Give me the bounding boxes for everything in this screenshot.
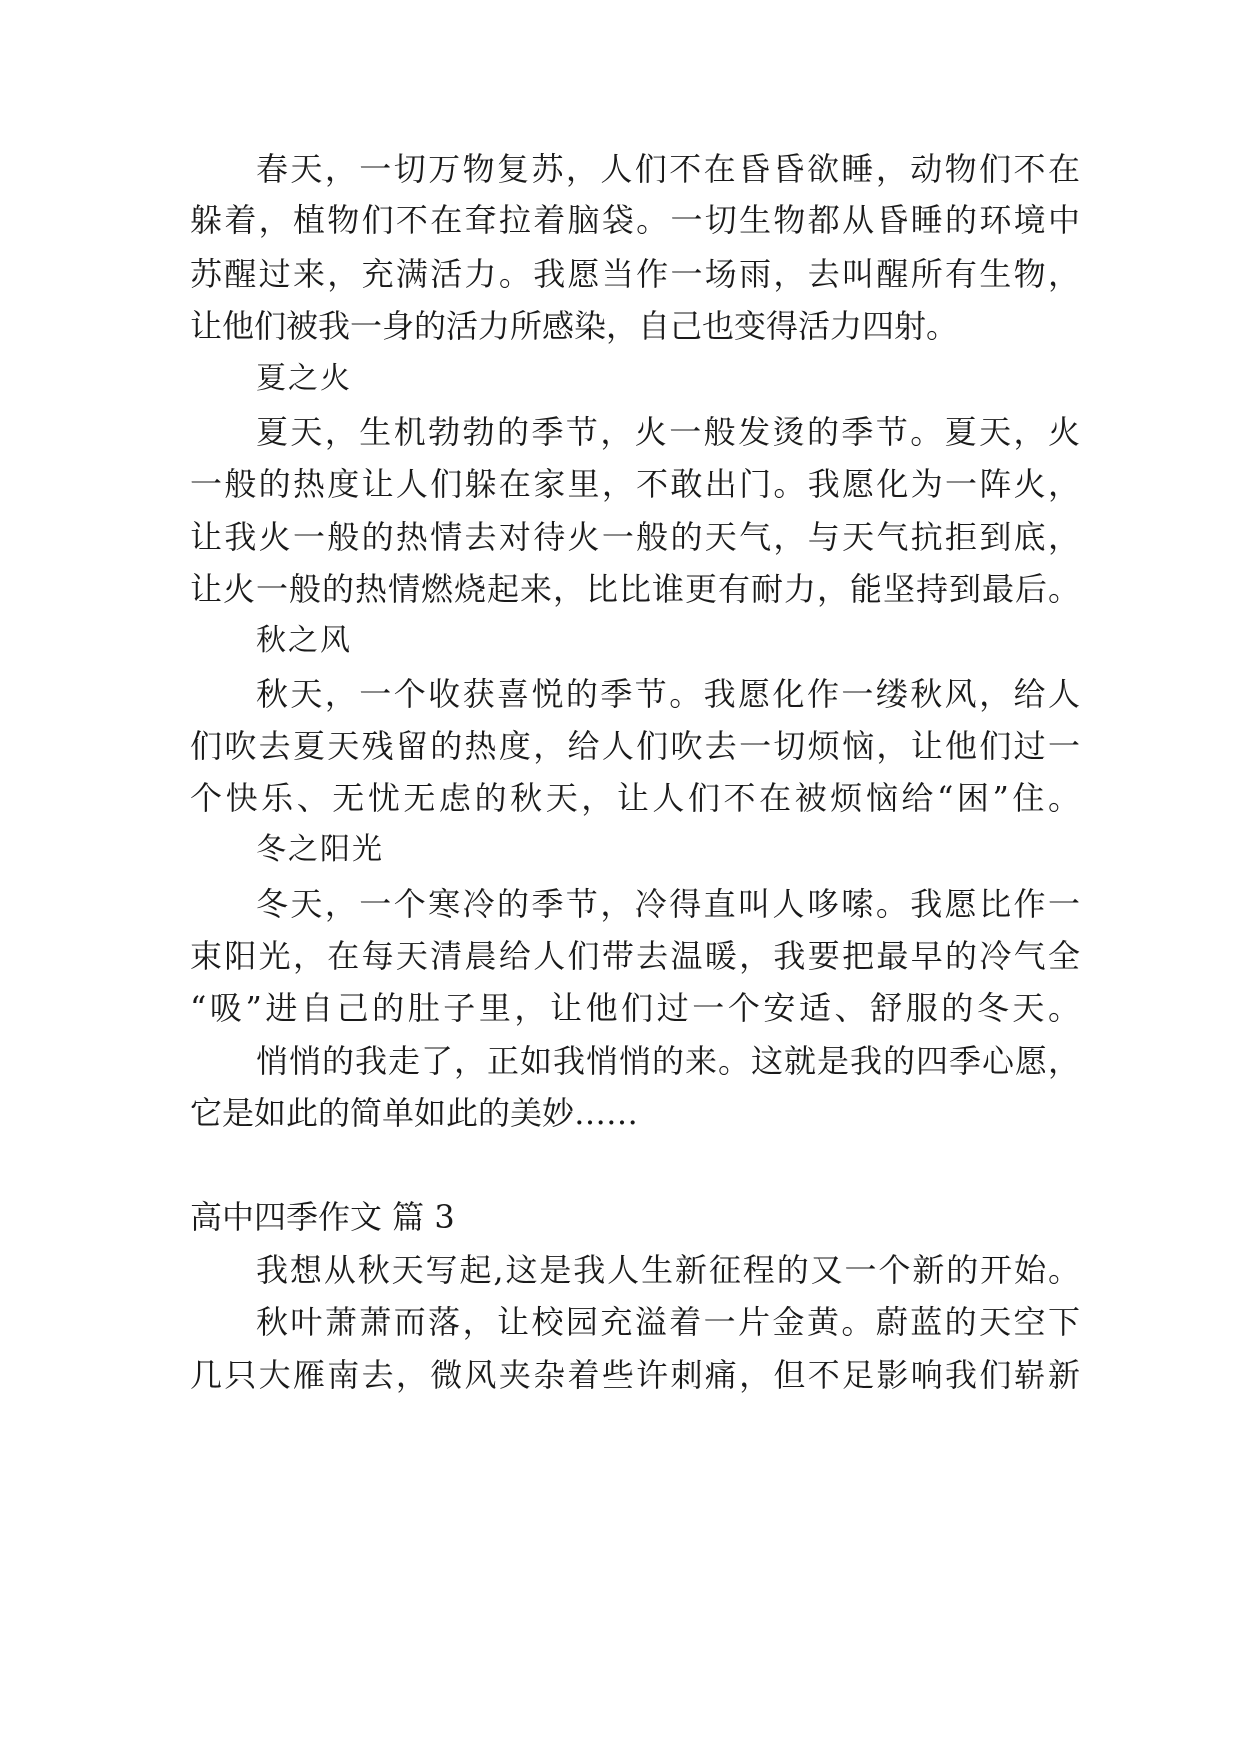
text-line: 一般的热度让人们躲在家里，不敢出门。我愿化为一阵火， [190, 465, 1080, 503]
article-title: 高中四季作文 篇 3 [190, 1198, 455, 1236]
text-line: 秋天，一个收获喜悦的季节。我愿化作一缕秋风，给人 [256, 675, 1080, 713]
text-line: 个快乐、无忧无虑的秋天，让人们不在被烦恼给“困”住。 [190, 779, 1080, 817]
text-line: 我想从秋天写起,这是我人生新征程的又一个新的开始。 [256, 1251, 1080, 1289]
text-line: 躲着，植物们不在耷拉着脑袋。一切生物都从昏睡的环境中 [190, 201, 1080, 239]
text-line: 苏醒过来，充满活力。我愿当作一场雨，去叫醒所有生物， [190, 255, 1080, 293]
text-line: 束阳光，在每天清晨给人们带去温暖，我要把最早的冷气全 [190, 937, 1080, 975]
text-line: 冬天，一个寒冷的季节，冷得直叫人哆嗦。我愿比作一 [256, 885, 1080, 923]
section-heading: 夏之火 [256, 361, 352, 396]
text-line: 秋叶萧萧而落，让校园充溢着一片金黄。蔚蓝的天空下 [256, 1303, 1080, 1341]
text-line: 让他们被我一身的活力所感染，自己也变得活力四射。 [190, 307, 959, 345]
text-line: 夏天，生机勃勃的季节，火一般发烫的季节。夏天，火 [256, 413, 1080, 451]
section-heading: 冬之阳光 [256, 832, 384, 867]
text-line: 让我火一般的热情去对待火一般的天气，与天气抗拒到底， [190, 518, 1080, 556]
text-line: 让火一般的热情燃烧起来，比比谁更有耐力，能坚持到最后。 [190, 570, 1080, 608]
text-line: 们吹去夏天残留的热度，给人们吹去一切烦恼，让他们过一 [190, 727, 1080, 765]
text-line: “吸”进自己的肚子里，让他们过一个安适、舒服的冬天。 [190, 989, 1080, 1027]
section-heading: 秋之风 [256, 623, 352, 658]
text-line: 悄悄的我走了，正如我悄悄的来。这就是我的四季心愿， [256, 1042, 1080, 1080]
text-line: 几只大雁南去，微风夹杂着些许刺痛，但不足影响我们崭新 [190, 1356, 1080, 1394]
text-line: 春天，一切万物复苏，人们不在昏昏欲睡，动物们不在 [256, 150, 1080, 188]
text-line: 它是如此的简单如此的美妙…… [190, 1094, 639, 1132]
